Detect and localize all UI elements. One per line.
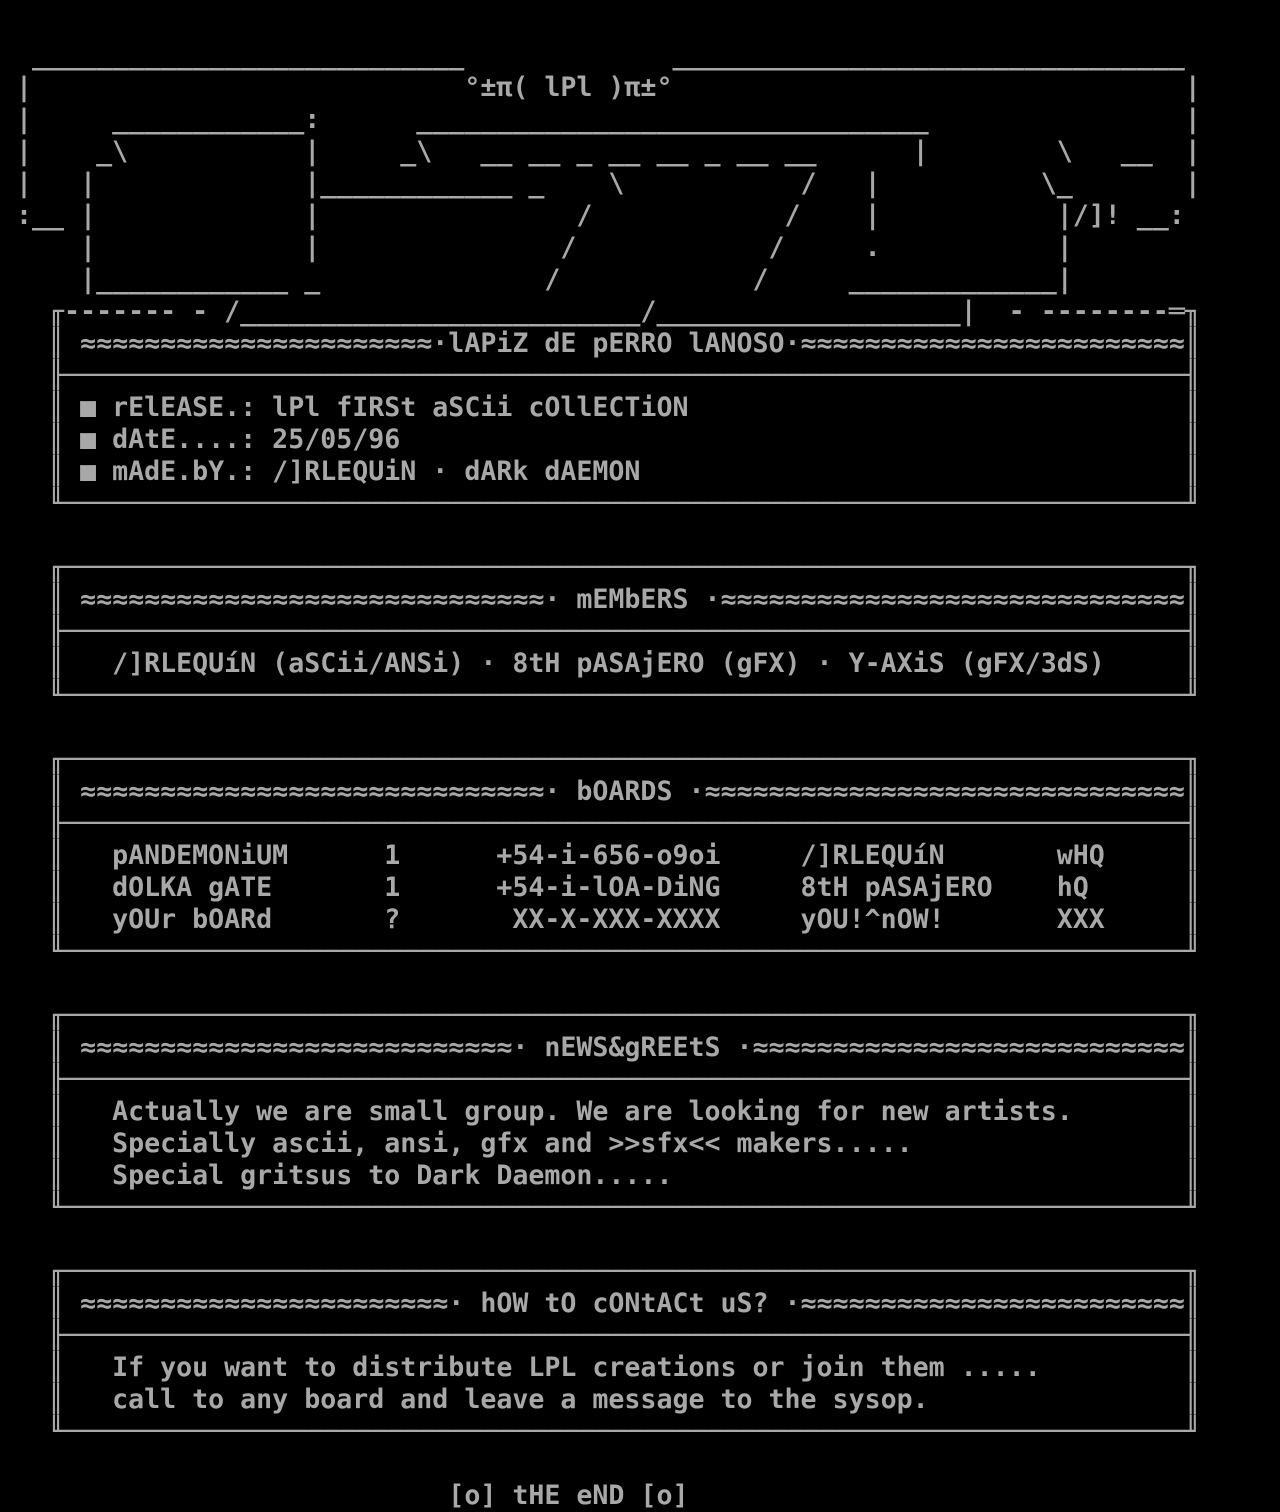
blank-line-22 <box>0 712 1280 744</box>
ansi-art-screen <box>0 8 1280 1512</box>
news-box-bottom-border: ╙──────────────────────────────────────────────────────────────────────╜ <box>0 1192 1201 1223</box>
logo-box-transition-line: ╓------- - /_________________________/___________________| - --------═╖ <box>0 296 1201 327</box>
members-line: ║ /]RLEQUíN (aSCii/ANSi) · 8tH pASAjERO (gFX) · Y-AXiS (gFX/3dS) ║ <box>0 648 1201 679</box>
logo-line-3: | ____________: ________________________________ | <box>0 104 1201 135</box>
news-line-2: ║ Specially ascii, ansi, gfx and >>sfx<< makers..... ║ <box>0 1128 1201 1159</box>
news-box-title: ║ ≈≈≈≈≈≈≈≈≈≈≈≈≈≈≈≈≈≈≈≈≈≈≈≈≈≈≈· nEWS&gREEtS ·≈≈≈≈≈≈≈≈≈≈≈≈≈≈≈≈≈≈≈≈≈≈≈≈≈≈≈║ <box>0 1032 1201 1063</box>
release-line: ║ ■ rElEASE.: lPl fIRSt aSCii cOllECTiON ║ <box>0 392 1201 423</box>
release-box-separator: ╟──────────────────────────────────────────────────────────────────────╢ <box>0 360 1201 391</box>
contact-box-separator: ╟──────────────────────────────────────────────────────────────────────╢ <box>0 1320 1201 1351</box>
blank-line-45 <box>0 1448 1280 1480</box>
blank-line-30 <box>0 968 1280 1000</box>
logo-line-1: ___________________________ ________________________________ <box>0 40 1185 71</box>
boards-box-title: ║ ≈≈≈≈≈≈≈≈≈≈≈≈≈≈≈≈≈≈≈≈≈≈≈≈≈≈≈≈≈· bOARDS ·≈≈≈≈≈≈≈≈≈≈≈≈≈≈≈≈≈≈≈≈≈≈≈≈≈≈≈≈≈≈║ <box>0 776 1201 807</box>
board-row-pandemonium: ║ pANDEMONiUM 1 +54-i-656-o9oi /]RLEQUíN wHQ ║ <box>0 840 1201 871</box>
logo-line-6: :__ | | / / | |/]! __: <box>0 200 1185 231</box>
contact-line-2: ║ call to any board and leave a message to the sysop. ║ <box>0 1384 1201 1415</box>
date-line: ║ ■ dAtE....: 25/05/96 ║ <box>0 424 1201 455</box>
boards-box-top-border: ╓──────────────────────────────────────────────────────────────────────╖ <box>0 744 1201 775</box>
logo-lpl-title-line: | °±π( lPl )π±° | <box>0 72 1201 103</box>
blank-line-38 <box>0 1224 1280 1256</box>
contact-line-1: ║ If you want to distribute LPL creations or join them ..... ║ <box>0 1352 1201 1383</box>
release-box-bottom-border: ╙──────────────────────────────────────────────────────────────────────╜ <box>0 488 1201 519</box>
boards-box-separator: ╟──────────────────────────────────────────────────────────────────────╢ <box>0 808 1201 839</box>
madeby-line: ║ ■ mAdE.bY.: /]RLEQUiN · dARk dAEMON ║ <box>0 456 1201 487</box>
contact-box-bottom-border: ╙──────────────────────────────────────────────────────────────────────╜ <box>0 1416 1201 1447</box>
news-line-1: ║ Actually we are small group. We are looking for new artists. ║ <box>0 1096 1201 1127</box>
board-row-dolka-gate: ║ dOLKA gATE 1 +54-i-lOA-DiNG 8tH pASAjERO hQ ║ <box>0 872 1201 903</box>
blank-line-16 <box>0 520 1280 552</box>
logo-line-7: | | / / . | <box>0 232 1073 263</box>
release-box-title: ║ ≈≈≈≈≈≈≈≈≈≈≈≈≈≈≈≈≈≈≈≈≈≈·lAPiZ dE pERRO lANOSO·≈≈≈≈≈≈≈≈≈≈≈≈≈≈≈≈≈≈≈≈≈≈≈≈║ <box>0 328 1201 359</box>
news-line-3: ║ Special gritsus to Dark Daemon..... ║ <box>0 1160 1201 1191</box>
logo-line-8: |____________ _ / / _____________| <box>0 264 1073 295</box>
members-box-separator: ╟──────────────────────────────────────────────────────────────────────╢ <box>0 616 1201 647</box>
board-row-your-board: ║ yOUr bOARd ? XX-X-XXX-XXXX yOU!^nOW! XXX ║ <box>0 904 1201 935</box>
boards-box-bottom-border: ╙──────────────────────────────────────────────────────────────────────╜ <box>0 936 1201 967</box>
blank-line-0 <box>0 8 1280 40</box>
the-end-line: [o] tHE eND [o] <box>0 1480 689 1511</box>
news-box-top-border: ╓──────────────────────────────────────────────────────────────────────╖ <box>0 1000 1201 1031</box>
contact-box-top-border: ╓──────────────────────────────────────────────────────────────────────╖ <box>0 1256 1201 1287</box>
members-box-bottom-border: ╙──────────────────────────────────────────────────────────────────────╜ <box>0 680 1201 711</box>
news-box-separator: ╟──────────────────────────────────────────────────────────────────────╢ <box>0 1064 1201 1095</box>
logo-line-5: | | |____________ _ \ / | \_ | <box>0 168 1201 199</box>
members-box-title: ║ ≈≈≈≈≈≈≈≈≈≈≈≈≈≈≈≈≈≈≈≈≈≈≈≈≈≈≈≈≈· mEMbERS ·≈≈≈≈≈≈≈≈≈≈≈≈≈≈≈≈≈≈≈≈≈≈≈≈≈≈≈≈≈║ <box>0 584 1201 615</box>
members-box-top-border: ╓──────────────────────────────────────────────────────────────────────╖ <box>0 552 1201 583</box>
contact-box-title: ║ ≈≈≈≈≈≈≈≈≈≈≈≈≈≈≈≈≈≈≈≈≈≈≈· hOW tO cONtACt uS? ·≈≈≈≈≈≈≈≈≈≈≈≈≈≈≈≈≈≈≈≈≈≈≈≈║ <box>0 1288 1201 1319</box>
logo-line-4: | _\ | _\ __ __ _ __ __ _ __ __ | \ __ | <box>0 136 1201 167</box>
